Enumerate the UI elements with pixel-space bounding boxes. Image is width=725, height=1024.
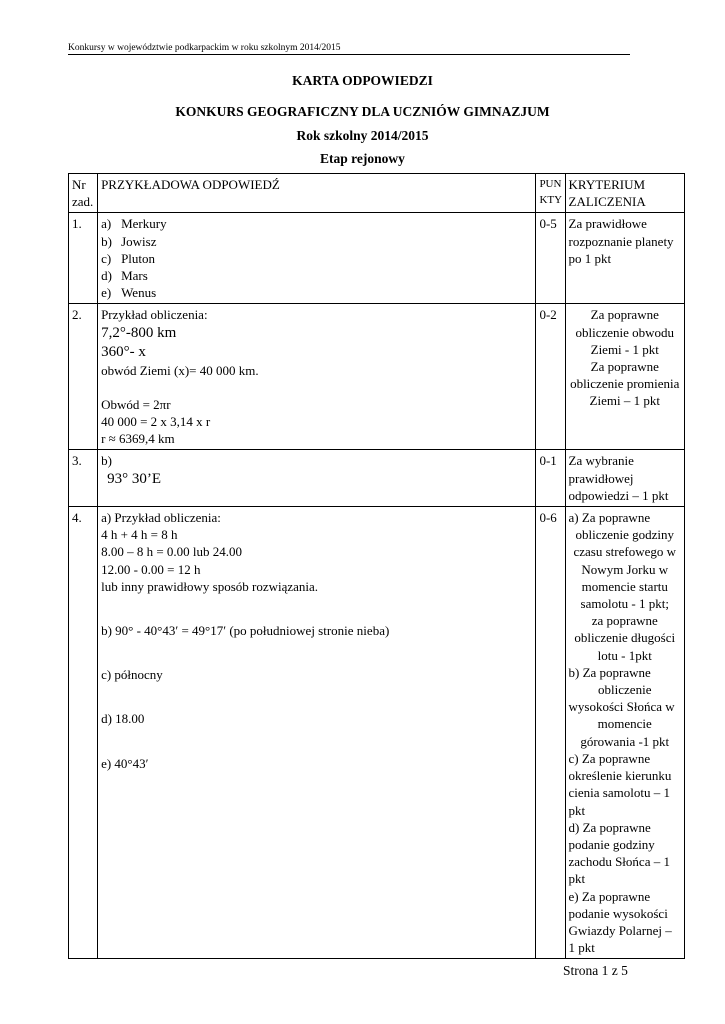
task-answer: a) Przykład obliczenia: 4 h + 4 h = 8 h 8.00 – 8 h = 0.00 lub 24.00 12.00 - 0.00 = 12 h lub inny prawidłowy sposób rozwiązania. b) 90° - 40°43′ = 49°17′ (po południowej stronie nieba) c) północny d) 18.00 e) 40°43′ [98, 507, 536, 959]
table-row [69, 507, 685, 959]
task-number: 4. [69, 507, 98, 959]
task-criteria: Za poprawne obliczenie obwodu Ziemi - 1 pkt Za poprawne obliczenie promienia Ziemi – 1 pkt [565, 304, 684, 450]
page-number: Strona 1 z 5 [563, 963, 628, 978]
list-item: b) Jowisz [101, 233, 157, 249]
list-item: c) Pluton [101, 250, 156, 266]
task-answer: b) 93° 30’E [98, 450, 536, 507]
doc-title: KARTA ODPOWIEDZI [292, 73, 433, 88]
running-header: Konkursy w województwie podkarpackim w roku szkolnym 2014/2015 [68, 43, 630, 55]
table-row [69, 304, 685, 450]
task-points: 0-6 [536, 507, 565, 959]
task-points: 0-2 [536, 304, 565, 450]
list-item: a) Merkury [101, 216, 167, 232]
stage-title: Etap rejonowy [320, 151, 405, 166]
task-points: 0-5 [536, 213, 565, 304]
task-number: 1. [69, 213, 98, 304]
header-criteria: KRYTERIUM ZALICZENIA [565, 174, 684, 213]
task-criteria: Za wybranie prawidłowej odpowiedzi – 1 pkt [565, 450, 684, 507]
task-answer [98, 213, 536, 304]
list-item: d) Mars [101, 268, 148, 284]
table-row [69, 450, 685, 507]
header-points: PUN KTY [536, 174, 565, 213]
answer-table [68, 173, 685, 959]
table-header-row [69, 174, 685, 213]
task-number: 3. [69, 450, 98, 507]
header-answer: PRZYKŁADOWA ODPOWIEDŹ [98, 174, 536, 213]
task-points: 0-1 [536, 450, 565, 507]
header-number: Nr zad. [69, 174, 98, 213]
list-item: e) Wenus [101, 285, 157, 301]
task-criteria: a) Za poprawne obliczenie godziny czasu strefowego w Nowym Jorku w momencie startu samolotu - 1 pkt; za poprawne obliczenie długości lotu - 1pkt b) Za poprawne obliczenie wysokości Słońca w momencie górowania -1 pkt c) Za poprawne określenie kierunku cienia samolotu – 1 pkt d) Za poprawne podanie godziny zachodu Słońca – 1 pkt e) Za poprawne podanie wysokości Gwiazdy Polarnej – 1 pkt [565, 507, 684, 959]
task-criteria: Za prawidłowe rozpoznanie planety po 1 pkt [565, 213, 684, 304]
school-year: Rok szkolny 2014/2015 [296, 128, 429, 143]
task-number: 2. [69, 304, 98, 450]
competition-title: KONKURS GEOGRAFICZNY DLA UCZNIÓW GIMNAZJUM [175, 104, 550, 119]
task-answer: Przykład obliczenia: 7,2°-800 km 360°- x obwód Ziemi (x)= 40 000 km. Obwód = 2πr 40 000 = 2 x 3,14 x r r ≈ 6369,4 km [98, 304, 536, 450]
table-row [69, 213, 685, 304]
